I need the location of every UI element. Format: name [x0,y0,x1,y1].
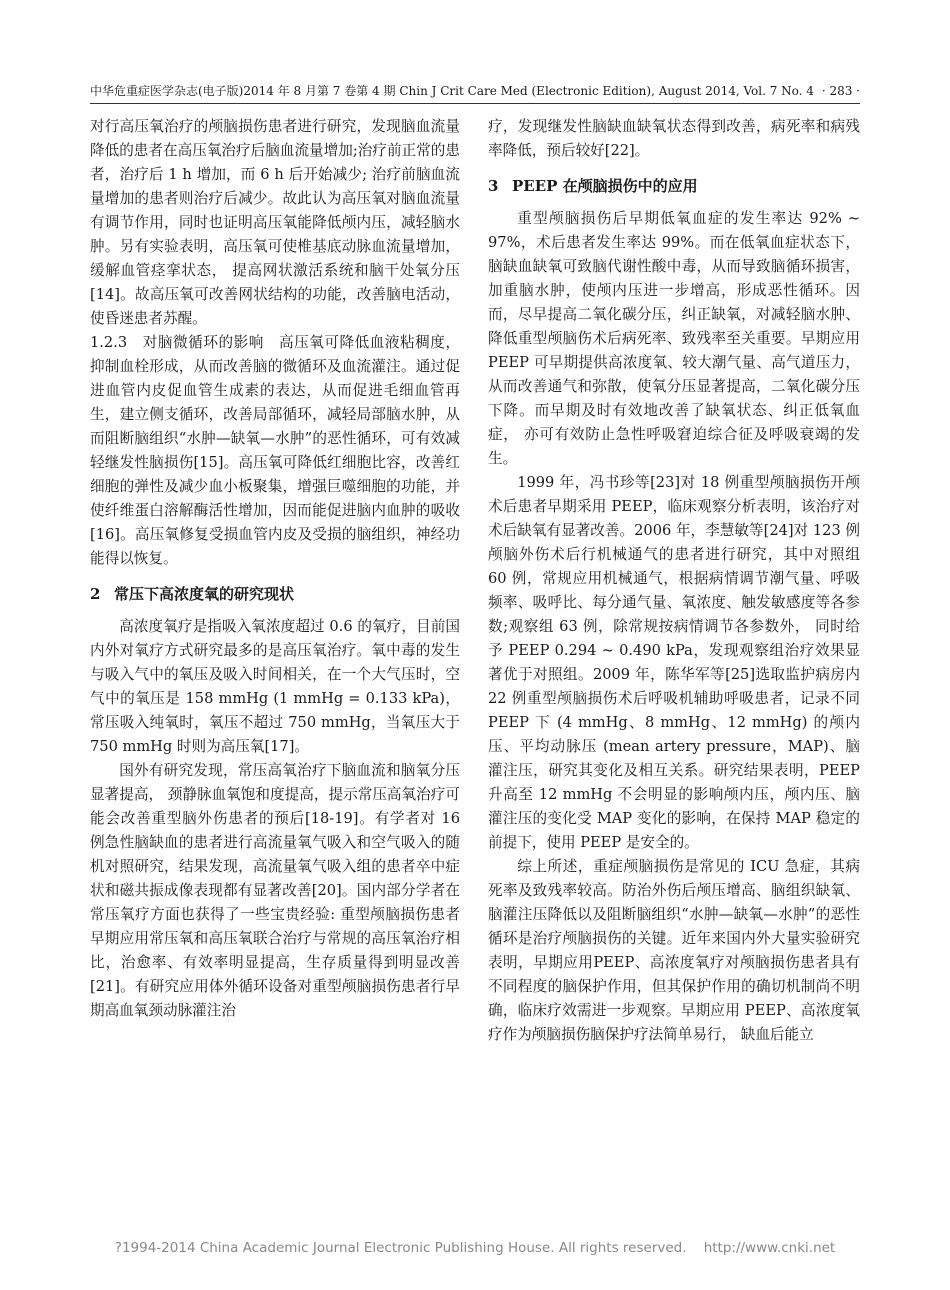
section-heading-2 [90,583,460,605]
copyright-footer: ?1994-2014 China Academic Journal Electronic Publishing House. All rights reserved. http://www.cnki.net [114,1240,836,1256]
right-column [488,115,860,1047]
paragraph: 国外有研究发现，常压高氧治疗下脑血流和脑氧分压显著提高， 颈静脉血氧饱和度提高，提示常压高氧治疗可能会改善重型脑外伤患者的预后[18-19]。有学者对 16 例急性脑缺血的患者进行高流量氧气吸入和空气吸入的随机对照研究，结果发现，高流量氧气吸入组的患者卒中症状和磁共振成像表现都有显著改善[20]。国内部分学者在常压氧疗方面也获得了一些宝贵经验: 重型颅脑损伤患者早期应用常压氧和高压氧联合治疗与常规的高压氧治疗相比，治愈率、有效率明显提高，生存质量得到明显改善[21]。有研究应用体外循环设备对重型颅脑损伤患者行早期高血氧颈动脉灌注治 [90,762,460,1019]
section-number: 3 [488,177,499,195]
section-title: PEEP 在颅脑损伤中的应用 [512,177,698,195]
page-number: · 283 · [821,84,860,98]
paragraph: 对行高压氧治疗的颅脑损伤患者进行研究，发现脑血流量降低的患者在高压氧治疗后脑血流量增加;治疗前正常的患者，治疗后 1 h 增加，而 6 h 后开始减少; 治疗前脑血流量增加的患者则治疗后减少。故此认为高压氧对脑血流量有调节作用，同时也证明高压氧能降低颅内压，减轻脑水肿。另有实验表明，高压氧可使椎基底动脉血流量增加，缓解血管痉挛状态， 提高网状激活系统和脑干处氧分压[14]。故高压氧可改善网状结构的功能，改善脑电活动，使昏迷患者苏醒。 [90,118,460,327]
subsection-text: 高压氧可降低血液粘稠度，抑制血栓形成，从而改善脑的微循环及血流灌注。通过促进血管内皮促血管生成素的表达，从而促进毛细血管再生，建立侧支循环，改善局部循环，减轻局部脑水肿，从而阻断脑组织“水肿—缺氧—水肿”的恶性循环，可有效减轻继发性脑损伤[15]。高压氧可降低红细胞比容，改善红细胞的弹性及减少血小板聚集，增强巨噬细胞的功能，并使纤维蛋白溶解酶活性增加，因而能促进脑内血肿的吸收[16]。高压氧修复受损血管内皮及受损的脑组织，神经功能得以恢复。 [90,334,460,567]
subsection-heading: 1.2.3 对脑微循环的影响 [90,334,279,351]
header-divider [90,103,860,104]
running-header [90,80,860,102]
paragraph: 重型颅脑损伤后早期低氧血症的发生率达 92% ~ 97%，术后患者发生率达 99%。而在低氧血症状态下，脑缺血缺氧可致脑代谢性酸中毒，从而导致脑循环损害，加重脑水肿，使颅内压进一步增高，形成恶性循环。因而，尽早提高二氧化碳分压，纠正缺氧，对减轻脑水肿、降低重型颅脑伤术后病死率、致残率至关重要。早期应用 PEEP 可早期提供高浓度氧、较大潮气量、高气道压力，从而改善通气和弥散，使氧分压显著提高，二氧化碳分压下降。而早期及时有效地改善了缺氧状态、纠正低氧血症， 亦可有效防止急性呼吸窘迫综合征及呼吸衰竭的发生。 [488,210,860,467]
section-title: 常压下高浓度氧的研究现状 [114,585,295,603]
paragraph: 综上所述，重症颅脑损伤是常见的 ICU 急症，其病死率及致残率较高。防治外伤后颅压增高、脑组织缺氧、脑灌注压降低以及阻断脑组织“水肿—缺氧—水肿”的恶性循环是治疗颅脑损伤的关键。近年来国内外大量实验研究表明，早期应用PEEP、高浓度氧疗对颅脑损伤患者具有不同程度的脑保护作用，但其保护作用的确切机制尚不明确，临床疗效需进一步观察。早期应用 PEEP、高浓度氧疗作为颅脑损伤脑保护疗法简单易行， 缺血后能立 [488,858,860,1043]
left-column [90,115,460,1023]
section-heading-3 [488,175,860,197]
section-number: 2 [90,585,101,603]
journal-citation: 中华危重症医学杂志(电子版)2014 年 8 月第 7 卷第 4 期 Chin J Crit Care Med (Electronic Edition), August 2014, Vol. 7 No. 4 [90,84,814,98]
paragraph: 1999 年，冯书珍等[23]对 18 例重型颅脑损伤开颅术后患者早期采用 PEEP，临床观察分析表明，该治疗对术后缺氧有显著改善。2006 年，李慧敏等[24]对 123 例颅脑外伤术后行机械通气的患者进行研究，其中对照组 60 例，常规应用机械通气，根据病情调节潮气量、呼吸频率、吸呼比、每分通气量、氧浓度、触发敏感度等各参数;观察组 63 例，除常规按病情调节各参数外， 同时给予 PEEP 0.294 ~ 0.490 kPa，发现观察组治疗效果显著优于对照组。2009 年，陈华军等[25]选取监护病房内 22 例重型颅脑损伤术后呼吸机辅助呼吸患者，记录不同 PEEP 下 (4 mmHg、8 mmHg、12 mmHg) 的颅内压、平均动脉压 (mean artery pressure，MAP)、脑灌注压，研究其变化及相互关系。研究结果表明，PEEP 升高至 12 mmHg 不会明显的影响颅内压，颅内压、脑灌注压的变化受 MAP 变化的影响，在保持 MAP 稳定的前提下，使用 PEEP 是安全的。 [488,474,860,851]
paragraph: 疗，发现继发性脑缺血缺氧状态得到改善，病死率和病残率降低，预后较好[22]。 [488,118,860,159]
paragraph: 高浓度氧疗是指吸入氧浓度超过 0.6 的氧疗，目前国内外对氧疗方式研究最多的是高压氧治疗。氧中毒的发生与吸入气中的氧压及吸入时间相关，在一个大气压时，空气中的氧压是 158 mmHg (1 mmHg = 0.133 kPa)，常压吸入纯氧时，氧压不超过 750 mmHg，当氧压大于 750 mmHg 时则为高压氧[17]。 [90,618,460,755]
subsection-paragraph [90,331,460,571]
